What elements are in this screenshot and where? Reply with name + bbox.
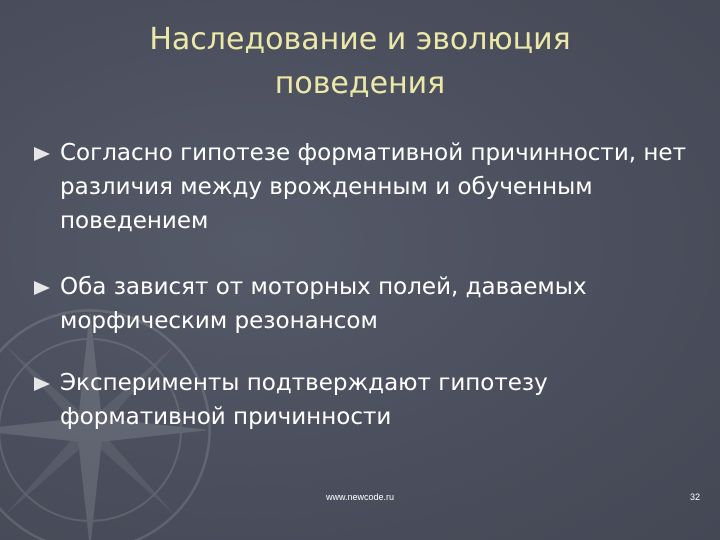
- bullet-text: Эксперименты подтверждают гипотезу формативной причинности: [60, 370, 548, 430]
- bullet-item: [32, 366, 720, 434]
- triangle-right-icon: [34, 147, 50, 161]
- bullet-item: [32, 270, 720, 338]
- title-line-2: поведения: [274, 66, 446, 101]
- slide-title: [60, 18, 660, 106]
- triangle-right-icon: [34, 377, 50, 391]
- triangle-right-icon: [34, 281, 50, 295]
- page-number: 32: [689, 492, 700, 502]
- title-line-1: Наследование и эволюция: [149, 22, 571, 57]
- bullet-text: Согласно гипотезе формативной причинности, нет различия между врожденным и обученным поведением: [60, 140, 686, 234]
- bullet-item: [32, 136, 720, 238]
- bullet-text: Оба зависят от моторных полей, даваемых морфическим резонансом: [60, 274, 587, 334]
- footer-url: www.newcode.ru: [325, 492, 395, 502]
